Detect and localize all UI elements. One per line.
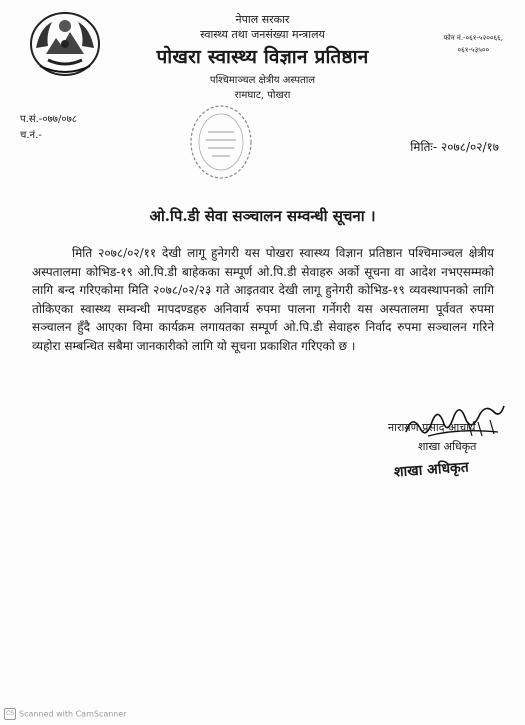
phone-line-2: ०६१-५३५००: [457, 46, 490, 54]
camscanner-icon: CS: [4, 708, 16, 720]
designation-seal: शाखा अधिकृत: [393, 459, 470, 481]
letter-number: प.सं.-०७७/०७८: [20, 114, 77, 125]
hospital-location: रामघाट, पोखरा: [234, 90, 291, 101]
scanner-text: Scanned with CamScanner: [19, 709, 127, 719]
phone-numbers: [444, 32, 503, 56]
notice-body: मिति २०७८/०२/११ देखी लागू हुनेगरी यस पोखरा स्वास्थ्य विज्ञान प्रतिष्ठान पश्चिमाञ्चल क्षेत्रीय अस्पतालमा कोभिड-१९ ओ.पि.डी बाहेकका सम्पूर्ण ओ.पि.डी सेवाहरु अर्को सूचना वा आदेश नभएसम्मको लागि बन्द गरिएकोमा मिति २०७८/०२/२३ गते आइतवार देखी लागू हुनेगरी कोभिड-१९ व्यवस्थापनको लागि तोकिएका स्वास्थ्य सम्वन्धी मापदण्डहरु अनिवार्य रुपमा पालना गर्नेगरी यस अस्पतालमा पूर्ववत रुपमा सञ्चालन हुँदै आएका विमा कार्यक्रम लगायतका सम्पूर्ण ओ.पि.डी सेवाहरु निर्वाद रुपमा सञ्चालन गरिने व्यहोरा सम्बन्धित सबैमा जानकारीको लागि यो सूचना प्रकाशित गरिएको छ ।: [32, 246, 494, 353]
dispatch-number: च.नं.-: [20, 130, 42, 141]
notice-date: मितिः- २०७८/०२/१७: [410, 140, 499, 154]
notice-subject: ओ.पि.डी सेवा सञ्चालन सम्वन्धी सूचना ।: [149, 207, 376, 225]
government-heading: नेपाल सरकार: [235, 13, 290, 26]
hospital-name: पश्चिमाञ्चल क्षेत्रीय अस्पताल: [209, 75, 316, 86]
phone-line-1: फोन नं.-०६१-५२००६६,: [443, 34, 503, 42]
signer-name: नारायण प्रसाद आचार्य: [388, 421, 476, 434]
reference-block: [20, 112, 77, 144]
scanner-footer: [4, 708, 127, 720]
office-stamp-icon: [186, 102, 256, 186]
ministry-heading: स्वास्थ्य तथा जनसंख्या मन्त्रालय: [200, 28, 325, 41]
signer-designation: शाखा अधिकृत: [418, 440, 477, 453]
institute-title: पोखरा स्वास्थ्य विज्ञान प्रतिष्ठान: [156, 46, 369, 68]
